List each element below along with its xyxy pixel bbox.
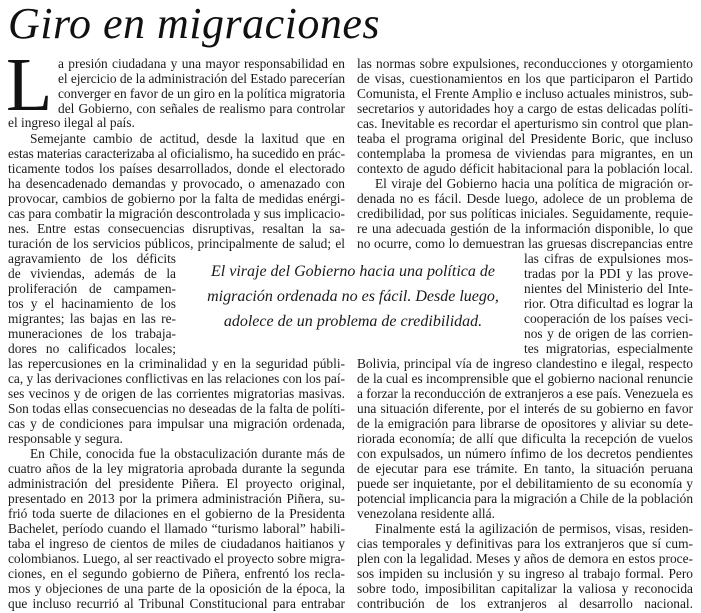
- body-line: potencial implicancia para la migración a Chile de la población: [357, 491, 693, 506]
- body-line: riorada economía; de allí que dificulta la recepción de vuelos: [357, 431, 693, 446]
- body-line: no ocurre, como lo demuestran las gruesas discrepancias entre: [357, 236, 693, 251]
- article-title: Giro en migraciones: [8, 0, 381, 48]
- body-line: cooperación de los países veci-: [524, 311, 693, 326]
- body-line: ses vecinos y de origen de las corrientes migratorias masivas.: [8, 386, 345, 401]
- body-line: ca, y las derivaciones conflictivas en las relaciones con los paí-: [8, 371, 345, 386]
- pull-quote: [188, 259, 518, 334]
- body-line: dores no calificados locales;: [8, 341, 176, 356]
- body-line: Son todas ellas consecuencias no deseadas de la falta de políti-: [8, 401, 345, 416]
- body-line: migrantes; las bajas en las re-: [8, 311, 176, 326]
- body-line: ha desencadenado demandas y provocado, o amenazado con: [8, 176, 345, 191]
- body-line: ticamente todos los países desarrollados, donde el electorado: [8, 161, 345, 176]
- body-line: presentado en 2013 por la primera administración Piñera, su-: [8, 491, 345, 506]
- body-line: de visas, cuestionamientos en los que participaron el Partido: [357, 71, 693, 86]
- body-line: muneraciones de los trabaja-: [8, 326, 176, 341]
- body-line: sobre todo, imposibilitan capitalizar la valiosa y reconocida: [357, 581, 693, 596]
- body-line: el ingreso ilegal al país.: [8, 115, 135, 130]
- pull-quote-line: migración ordenada no es fácil. Desde luego,: [207, 288, 499, 305]
- body-line: de ejecutar para ese trámite. En tanto, la situación peruana: [357, 461, 693, 476]
- body-line: En Chile, conocida fue la obstaculización durante más de: [30, 446, 345, 461]
- body-line: credibilidad, por sus políticas iniciales. Seguidamente, requie-: [357, 206, 693, 221]
- body-line: Bolivia, principal vía de ingreso clandestino e ilegal, respecto: [357, 356, 693, 371]
- body-line: agravamiento de los déficits: [8, 251, 176, 266]
- body-line: secretarios y autoridades hoy a cargo de estas delicadas políti-: [357, 101, 693, 116]
- body-line: cas. Inevitable es recordar el aperturismo sin control que plan-: [357, 116, 693, 131]
- body-line: mos y objeciones de una parte de la oposición de la época, la: [8, 581, 345, 596]
- body-line: puede ser inquietante, por el debilitamiento de su economía y: [357, 476, 693, 491]
- body-line: converger en favor de un giro en la política migratoria: [58, 86, 345, 101]
- body-line: nientes del Ministerio del Inte-: [524, 281, 693, 296]
- body-line: cuatro años de la ley migratoria aprobada durante la segunda: [8, 461, 345, 476]
- body-line: cas para combatir la migración descontrolada y sus implicacio-: [8, 206, 345, 221]
- body-line: turación de los servicios públicos, principalmente de salud; el: [8, 236, 345, 251]
- body-line: nes. Entre estas consecuencias disruptivas, resaltan la sa-: [8, 221, 345, 236]
- body-line: proliferación de campamen-: [8, 281, 176, 296]
- body-line: de la emigración para librarse de opositores y aliviar su dete-: [357, 416, 693, 431]
- body-line: con expulsados, un número ínfimo de los decretos pendientes: [357, 446, 693, 461]
- body-line: cas y de condiciones para impulsar una migración ordenada,: [8, 416, 345, 431]
- body-line: estas materias caracterizaba al oficialismo, ha sucedido en prác-: [8, 146, 345, 161]
- body-line: re una adecuada gestión de la información disponible, lo que: [357, 221, 693, 236]
- body-line: las cifras de expulsiones mos-: [524, 251, 693, 266]
- body-line: a forzar la reconducción de extranjeros a ese país. Venezuela es: [357, 386, 693, 401]
- body-line: administración del presidente Piñera. El proyecto original,: [8, 476, 345, 491]
- body-line: las repercusiones en la criminalidad y en la seguridad públi-: [8, 356, 345, 371]
- body-line: cias temporales y definitivas para los extranjeros que sí cum-: [357, 536, 693, 551]
- body-line: Bachelet, período cuando el llamado “turismo laboral” habili-: [8, 521, 345, 536]
- body-line: sos impiden su inclusión y su ingreso al trabajo formal. Pero: [357, 566, 693, 581]
- body-line: Finalmente está la agilización de permisos, visas, residen-: [375, 521, 693, 536]
- body-line: plen con la legalidad. Meses y años de demora en estos proce-: [357, 551, 693, 566]
- body-line: responsable y segura.: [8, 431, 123, 446]
- body-line: rior. Otra dificultad es lograr la: [524, 296, 693, 311]
- body-line: Comunista, el Frente Amplio e incluso actuales ministros, sub-: [357, 86, 693, 101]
- body-line: del Gobierno, con señales de realismo para controlar: [58, 101, 345, 116]
- body-line: venezolana residente allá.: [357, 506, 495, 521]
- pull-quote-line: El viraje del Gobierno hacia una política de: [211, 263, 495, 280]
- body-line: tradas por la PDI y las prove-: [524, 266, 693, 281]
- body-line: teaba el programa original del Presidente Boric, que incluso: [357, 131, 693, 146]
- body-line: frió toda suerte de dilaciones en el gobierno de la Presidenta: [8, 506, 345, 521]
- body-line: contemplaba la promesa de viviendas para migrantes, en un: [357, 146, 693, 161]
- body-line: que incluso recurrió al Tribunal Constitucional para entrabar: [8, 596, 345, 611]
- body-line: denada no es fácil. Desde luego, adolece de un problema de: [357, 191, 693, 206]
- pull-quote-line: adolece de un problema de credibilidad.: [223, 313, 483, 330]
- body-line: ciones, en el segundo gobierno de Piñera, enfrentó los recla-: [8, 566, 345, 581]
- body-line: a presión ciudadana y una mayor responsabilidad en: [58, 56, 345, 71]
- body-line: nos y de origen de las corrien-: [524, 326, 693, 341]
- body-line: de la cual es incomprensible que el gobierno nacional renuncie: [357, 371, 693, 386]
- body-line: Semejante cambio de actitud, desde la laxitud que en: [30, 131, 345, 146]
- body-line: contribución de los extranjeros al desarrollo nacional.: [357, 596, 693, 611]
- body-line: las normas sobre expulsiones, reconducciones y otorgamiento: [357, 56, 693, 71]
- body-line: colombianos. Luego, al ser reactivado el proyecto sobre migra-: [8, 551, 345, 566]
- body-line: taba el ingreso de cientos de miles de ciudadanos haitianos y: [8, 536, 345, 551]
- body-line: de viviendas, además de la: [8, 266, 176, 281]
- body-line: tes migratorias, especialmente: [524, 341, 693, 356]
- body-line: provocar, cambios de gobierno por la falta de medidas enérgi-: [8, 191, 345, 206]
- body-line: contexto de agudo déficit habitacional para la población local.: [357, 161, 693, 176]
- body-line: El viraje del Gobierno hacia una política de migración or-: [375, 176, 693, 191]
- body-line: el ejercicio de la administración del Estado parecerían: [58, 71, 345, 86]
- body-line: una situación diferente, por el interés de su gobierno en favor: [357, 401, 693, 416]
- drop-cap: L: [6, 43, 53, 127]
- body-line: tos y el hacinamiento de los: [8, 296, 176, 311]
